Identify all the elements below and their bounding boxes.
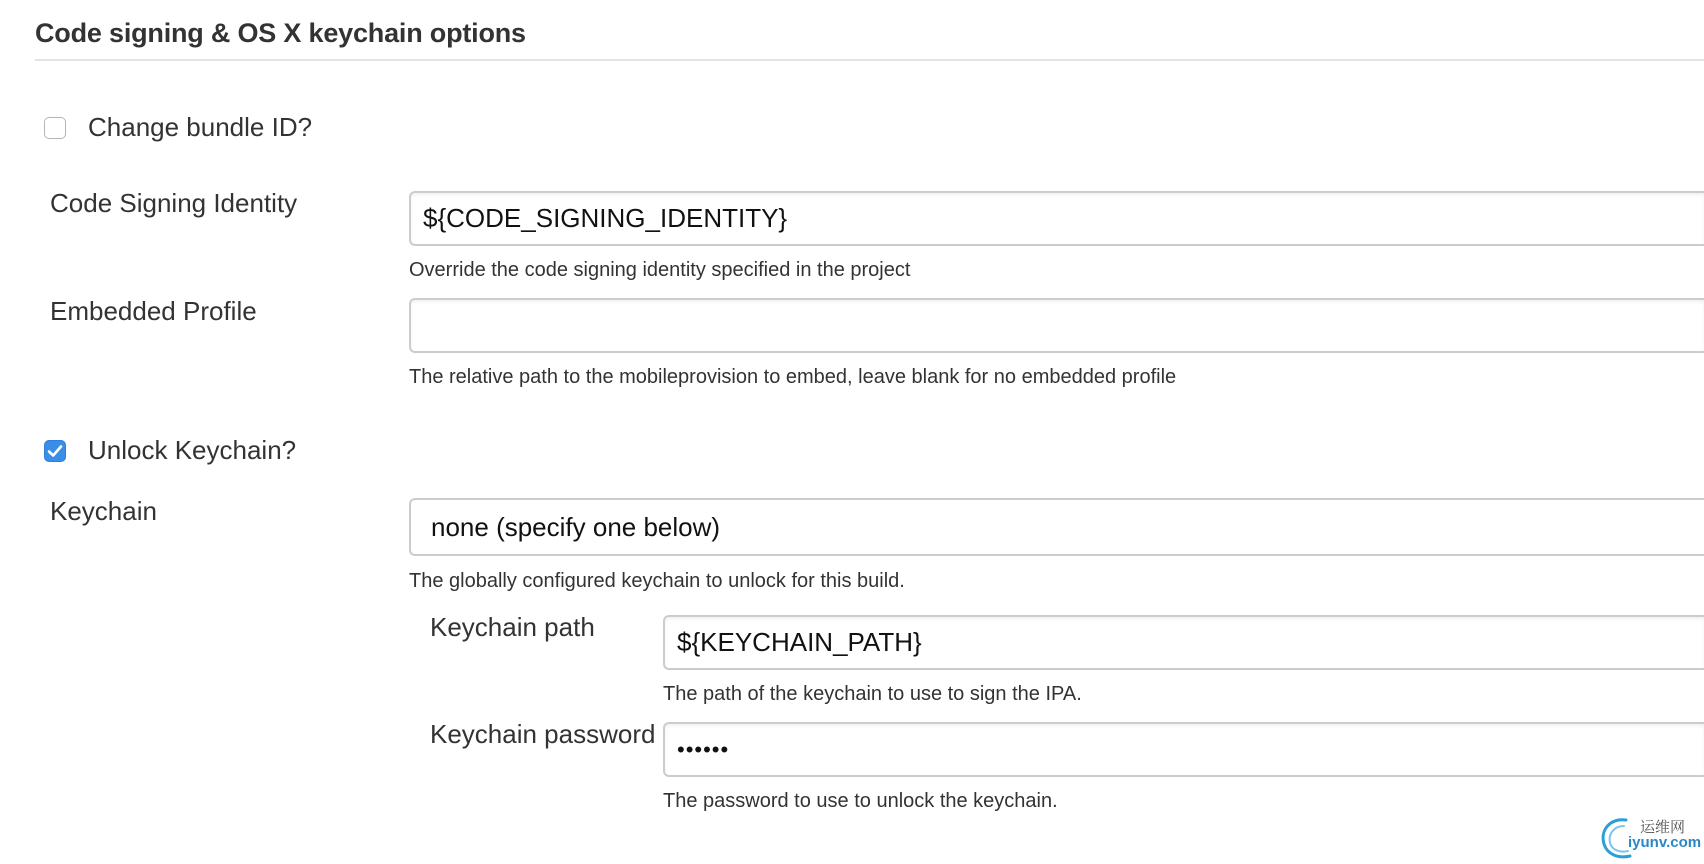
unlock-keychain-checkbox[interactable] bbox=[44, 440, 66, 462]
keychain-select[interactable] bbox=[409, 498, 1704, 556]
keychain-password-label: Keychain password bbox=[430, 719, 656, 749]
section-title: Code signing & OS X keychain options bbox=[35, 18, 526, 48]
code-signing-identity-help: Override the code signing identity specified in the project bbox=[409, 259, 911, 281]
embedded-profile-label: Embedded Profile bbox=[50, 296, 257, 326]
keychain-password-mask: •••••• bbox=[677, 736, 730, 762]
watermark-text-en: iyunv.com bbox=[1628, 834, 1702, 851]
embedded-profile-help: The relative path to the mobileprovision to embed, leave blank for no embedded profile bbox=[409, 366, 1177, 388]
site-watermark bbox=[1596, 812, 1704, 862]
keychain-password-input[interactable] bbox=[663, 722, 1704, 777]
keychain-path-label: Keychain path bbox=[430, 612, 595, 642]
keychain-label: Keychain bbox=[50, 496, 157, 526]
code-signing-identity-input[interactable] bbox=[409, 191, 1704, 246]
keychain-help: The globally configured keychain to unlock for this build. bbox=[409, 570, 905, 592]
keychain-password-help: The password to use to unlock the keychain. bbox=[663, 790, 1058, 812]
unlock-keychain-row[interactable] bbox=[44, 435, 296, 466]
embedded-profile-input[interactable] bbox=[409, 298, 1704, 353]
section-divider bbox=[35, 59, 1704, 61]
unlock-keychain-label: Unlock Keychain? bbox=[88, 435, 297, 465]
change-bundle-id-row[interactable] bbox=[44, 112, 312, 143]
keychain-path-input[interactable] bbox=[663, 615, 1704, 670]
change-bundle-id-checkbox[interactable] bbox=[44, 117, 66, 139]
keychain-path-help: The path of the keychain to use to sign the IPA. bbox=[663, 683, 1082, 705]
change-bundle-id-label: Change bundle ID? bbox=[88, 112, 313, 142]
code-signing-identity-label: Code Signing Identity bbox=[50, 188, 298, 218]
watermark-text-cn: 运维网 bbox=[1640, 818, 1686, 836]
keychain-selected-value: none (specify one below) bbox=[431, 511, 721, 542]
checkmark-icon bbox=[47, 444, 63, 458]
